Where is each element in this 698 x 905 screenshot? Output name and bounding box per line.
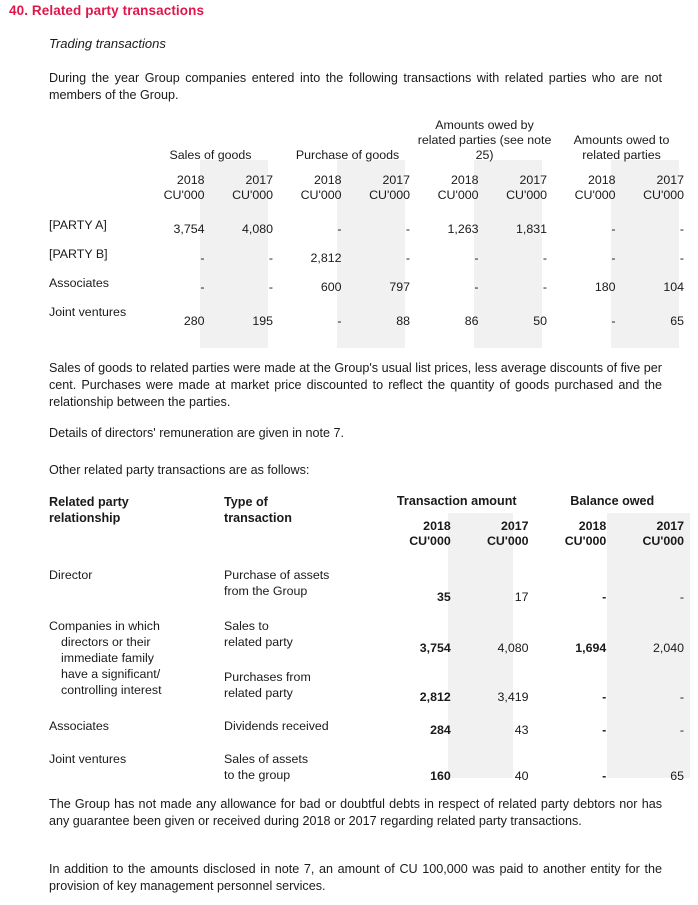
corner-cell: [49, 118, 142, 165]
cell-value: 4,080: [497, 641, 529, 655]
table-row: [49, 553, 690, 604]
cell-value: 17: [514, 590, 529, 604]
unit-label: CU'000: [643, 188, 685, 202]
cell-value: 104: [663, 280, 685, 294]
cell-value: -: [337, 222, 342, 236]
year-label: 2017: [519, 173, 548, 187]
relationship-line: have a significant/: [61, 667, 161, 681]
table-row: [49, 294, 690, 328]
year-header-6: [553, 165, 622, 207]
row-type-purchases-from-related-party: [224, 655, 379, 704]
cell-value: -: [679, 222, 685, 236]
cell-value: -: [679, 251, 685, 265]
year-header-0: [142, 165, 211, 207]
row-label-companies-directors-family: [49, 604, 224, 704]
sales-note-paragraph: Sales of goods to related parties were made at the Group's usual list prices, less average discounts of five per cent. Purchases were made at market price discounted to reflect the quantity of goods purchased and the relationship between the parties.: [49, 361, 662, 409]
other-transactions-intro: Other related party transactions are as follows:: [49, 463, 310, 477]
cell-value: 284: [430, 723, 451, 737]
cell-value: -: [602, 590, 607, 604]
cell-value: 88: [396, 314, 411, 328]
corner-cell-2: [49, 165, 142, 207]
cell-value: 3,754: [173, 222, 205, 236]
cell-value: 3,419: [497, 690, 529, 704]
year-label: 2017: [382, 173, 411, 187]
row-type-sales-of-assets: [224, 737, 379, 783]
group-header-sales-of-goods: Sales of goods: [169, 148, 252, 162]
row-label-party-b: [PARTY B]: [49, 247, 108, 261]
table-row: [49, 737, 690, 783]
type-line: related party: [224, 635, 293, 649]
table-row: [49, 604, 690, 655]
cell-value: 2,812: [419, 690, 451, 704]
year-label: 2017: [500, 519, 529, 533]
header-line-2: transaction: [224, 511, 292, 525]
table-row: [49, 207, 690, 236]
year-label: 2018: [587, 173, 616, 187]
header-line-1: Type of: [224, 495, 268, 509]
cell-value: 600: [320, 280, 342, 294]
type-line: Sales to: [224, 619, 269, 633]
allowance-paragraph: The Group has not made any allowance for bad or doubtful debts in respect of related party debtors nor has any guarantee been given or received during 2018 or 2017 regarding related party transactions.: [49, 797, 662, 828]
year-label: 2017: [245, 173, 274, 187]
group-header-amounts-owed-by: Amounts owed by related parties (see note 25): [417, 118, 552, 162]
unit-label: CU'000: [574, 188, 616, 202]
relationship-line: Joint ventures: [49, 752, 127, 766]
year-header-3: [612, 513, 690, 553]
row-label-joint-ventures: Joint ventures: [49, 305, 127, 319]
year-label: 2017: [656, 519, 685, 533]
cell-value: -: [679, 690, 685, 704]
key-management-paragraph: In addition to the amounts disclosed in note 7, an amount of CU 100,000 was paid to another entity for the provision of key management personnel services.: [49, 862, 662, 893]
cell-value: -: [268, 251, 274, 265]
table-row: [49, 265, 690, 294]
year-header-5: [485, 165, 554, 207]
cell-value: 3,754: [419, 641, 451, 655]
unit-label: CU'000: [409, 534, 451, 548]
header-line-2: relationship: [49, 511, 121, 525]
cell-value: 280: [183, 314, 205, 328]
type-line: Purchase of assets: [224, 568, 330, 582]
unit-label: CU'000: [232, 188, 274, 202]
unit-label: CU'000: [163, 188, 205, 202]
cell-value: 4,080: [242, 222, 274, 236]
cell-value: -: [200, 280, 205, 294]
year-header-3: [348, 165, 417, 207]
year-header-2: [279, 165, 348, 207]
type-line: Dividends received: [224, 719, 329, 733]
cell-value: 86: [464, 314, 479, 328]
cell-value: 180: [594, 280, 616, 294]
row-type-dividends-received: [224, 704, 379, 737]
cell-value: 195: [252, 314, 274, 328]
cell-value: 797: [389, 280, 411, 294]
year-header-7: [622, 165, 691, 207]
row-label-director: [49, 553, 224, 604]
cell-value: 50: [533, 314, 548, 328]
relationship-line: Companies in which: [49, 619, 160, 633]
row-label-associates: [49, 704, 224, 737]
span-header-transaction-amount: Transaction amount: [396, 494, 517, 508]
unit-label: CU'000: [642, 534, 685, 548]
cell-value: 1,694: [575, 641, 607, 655]
year-label: 2018: [423, 519, 451, 533]
cell-value: 65: [670, 769, 685, 783]
cell-value: -: [679, 723, 685, 737]
type-line: Purchases from: [224, 670, 311, 684]
unit-label: CU'000: [564, 534, 607, 548]
year-header-2: [535, 513, 613, 553]
year-label: 2017: [656, 173, 685, 187]
relationship-line: controlling interest: [61, 683, 162, 697]
year-label: 2018: [578, 519, 607, 533]
cell-value: -: [679, 590, 685, 604]
relationship-line: immediate family: [61, 651, 154, 665]
unit-label: CU'000: [437, 188, 479, 202]
cell-value: -: [474, 280, 479, 294]
cell-value: -: [268, 280, 274, 294]
remuneration-paragraph: Details of directors' remuneration are given in note 7.: [49, 426, 345, 440]
relationship-line: Associates: [49, 719, 109, 733]
cell-value: -: [611, 251, 616, 265]
year-label: 2018: [176, 173, 205, 187]
cell-value: 43: [514, 723, 529, 737]
other-related-party-transactions-table: [49, 494, 690, 783]
year-header-0: [379, 513, 457, 553]
row-label-associates: Associates: [49, 276, 109, 290]
type-line: from the Group: [224, 584, 308, 598]
cell-value: 2,040: [653, 641, 685, 655]
cell-value: 2,812: [310, 251, 342, 265]
header-related-party-relationship: [49, 494, 224, 553]
relationship-line: Director: [49, 568, 93, 582]
intro-paragraph: During the year Group companies entered into the following transactions with related parties who are not members of the Group.: [49, 71, 662, 102]
cell-value: -: [337, 314, 342, 328]
table-row: [49, 704, 690, 737]
cell-value: -: [405, 222, 411, 236]
row-type-purchase-of-assets: [224, 553, 379, 604]
relationship-line: directors or their: [61, 635, 151, 649]
cell-value: -: [474, 251, 479, 265]
cell-value: -: [542, 251, 548, 265]
unit-label: CU'000: [506, 188, 548, 202]
cell-value: 1,263: [447, 222, 479, 236]
unit-label: CU'000: [486, 534, 529, 548]
span-header-balance-owed: Balance owed: [570, 494, 655, 508]
type-line: related party: [224, 686, 293, 700]
cell-value: 160: [430, 769, 451, 783]
cell-value: 35: [436, 590, 451, 604]
table2-header-row: [49, 494, 690, 513]
year-label: 2018: [450, 173, 479, 187]
year-header-4: [416, 165, 485, 207]
section-subheading: Trading transactions: [49, 36, 166, 51]
cell-value: -: [405, 251, 411, 265]
unit-label: CU'000: [369, 188, 411, 202]
cell-value: -: [611, 222, 616, 236]
type-line: Sales of assets: [224, 752, 309, 766]
cell-value: 1,831: [516, 222, 548, 236]
table-row: [49, 236, 690, 265]
cell-value: -: [602, 769, 607, 783]
table-year-header-row: [49, 165, 690, 207]
type-line: to the group: [224, 768, 291, 782]
relationship-block: [49, 618, 224, 698]
row-label-joint-ventures: [49, 737, 224, 783]
cell-value: 40: [514, 769, 529, 783]
cell-value: -: [542, 280, 548, 294]
group-header-amounts-owed-to: Amounts owed to related parties: [573, 133, 670, 162]
row-label-party-a: [PARTY A]: [49, 218, 107, 232]
page-title: 40. Related party transactions: [9, 3, 205, 18]
year-label: 2018: [313, 173, 342, 187]
group-header-purchase-of-goods: Purchase of goods: [295, 148, 400, 162]
trading-transactions-table: [49, 118, 690, 328]
cell-value: -: [200, 251, 205, 265]
cell-value: -: [602, 690, 607, 704]
header-line-1: Related party: [49, 495, 129, 509]
cell-value: -: [611, 314, 616, 328]
table-group-header-row: [49, 118, 690, 165]
header-type-of-transaction: [224, 494, 379, 553]
cell-value: 65: [670, 314, 685, 328]
row-type-sales-to-related-party: [224, 604, 379, 655]
year-header-1: [211, 165, 280, 207]
year-header-1: [457, 513, 535, 553]
cell-value: -: [602, 723, 607, 737]
unit-label: CU'000: [300, 188, 342, 202]
